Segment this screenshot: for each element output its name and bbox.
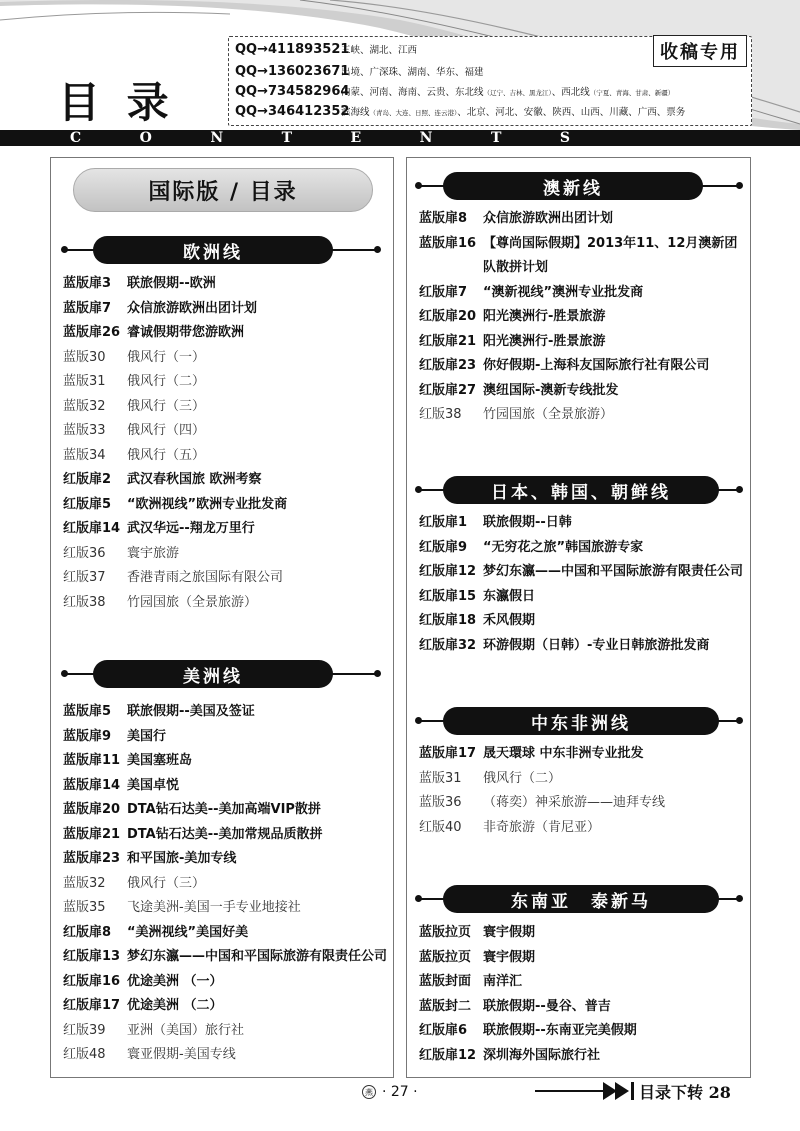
toc-entry bbox=[63, 700, 387, 725]
page-number-text: · 27 · bbox=[382, 1084, 418, 1100]
qq-areas-after: 、北京、河北、安徽、陕西、山西、川藏、广西、票务 bbox=[457, 107, 686, 118]
toc-entry bbox=[419, 232, 743, 281]
toc-entry-page-code: 蓝版30 bbox=[63, 349, 106, 365]
toc-entry-title: 寰宇假期 bbox=[483, 925, 536, 940]
toc-entry-page-code: 红版扉18 bbox=[419, 613, 477, 628]
toc-entry-page-code: 蓝版扉16 bbox=[419, 235, 477, 251]
toc-entry bbox=[63, 419, 287, 444]
section-header-japan-korea bbox=[415, 476, 743, 504]
toc-entry bbox=[419, 305, 743, 330]
toc-entry-page-code: 红版扉6 bbox=[419, 1023, 468, 1038]
toc-entry-title: 俄风行（一） bbox=[127, 349, 206, 365]
qq-number: QQ→346412352 bbox=[235, 104, 350, 119]
toc-entry-page-code: 红版39 bbox=[63, 1022, 106, 1038]
toc-entry-title: 联旅假期--欧洲 bbox=[127, 276, 216, 291]
list-japan-korea bbox=[419, 511, 743, 658]
section-header-southeast-asia bbox=[415, 885, 743, 913]
toc-entry-title: 寰亚假期-美国专线 bbox=[127, 1047, 236, 1062]
toc-entry bbox=[63, 847, 387, 872]
contents-word bbox=[70, 130, 570, 146]
toc-entry-page-code: 蓝版32 bbox=[63, 398, 106, 414]
toc-entry-page-code: 蓝版封二 bbox=[419, 998, 472, 1014]
toc-entry bbox=[63, 945, 387, 970]
toc-entry bbox=[419, 281, 743, 306]
toc-entry-page-code: 红版扉1 bbox=[419, 515, 468, 530]
left-column bbox=[50, 157, 394, 1078]
toc-entry-title: 优途美洲 （二） bbox=[127, 998, 223, 1013]
toc-entry-page-code: 蓝版扉17 bbox=[419, 746, 477, 761]
toc-entry bbox=[63, 297, 287, 322]
toc-entry-page-code: 红版40 bbox=[419, 819, 462, 835]
toc-entry-title: 东瀛假日 bbox=[483, 588, 536, 604]
toc-entry-page-code: 红版扉21 bbox=[419, 333, 477, 349]
section-title: 欧洲线 bbox=[93, 236, 333, 264]
toc-entry-page-code: 红版扉15 bbox=[419, 588, 477, 604]
toc-entry-title: DTA钻石达美--美加高端VIP散拼 bbox=[127, 802, 321, 817]
toc-entry-title: 梦幻东瀛——中国和平国际旅游有限责任公司 bbox=[483, 564, 744, 579]
toc-entry-page-code: 红版扉2 bbox=[63, 472, 112, 487]
qq-note: （宁夏、青海、甘肃、新疆） bbox=[589, 89, 675, 97]
toc-entry-title: 联旅假期--日韩 bbox=[483, 515, 572, 530]
list-southeast-asia bbox=[419, 921, 637, 1068]
toc-entry-title: 【尊尚国际假期】2013年11、12月澳新团队散拼计划 bbox=[483, 235, 738, 275]
toc-entry bbox=[63, 346, 287, 371]
toc-continued-label bbox=[639, 1080, 731, 1103]
toc-entry bbox=[419, 970, 637, 995]
toc-entry-page-code: 蓝版扉14 bbox=[63, 777, 121, 793]
toc-entry-title: 阳光澳洲行-胜景旅游 bbox=[483, 309, 606, 324]
toc-entry-page-code: 蓝版扉20 bbox=[63, 802, 121, 817]
toc-entry-title: 美国行 bbox=[127, 728, 167, 744]
toc-entry-page-code: 红版扉27 bbox=[419, 382, 477, 398]
toc-entry bbox=[63, 566, 287, 591]
toc-entry-title: “欧洲视线”欧洲专业批发商 bbox=[127, 496, 288, 512]
qq-areas-group bbox=[341, 84, 674, 98]
toc-entry bbox=[419, 1019, 637, 1044]
toc-entry bbox=[419, 354, 743, 379]
toc-entry bbox=[419, 742, 665, 767]
qq-number: QQ→734582964 bbox=[235, 84, 350, 99]
toc-entry bbox=[419, 921, 637, 946]
section-header-americas bbox=[61, 660, 381, 688]
qq-areas: 三峡、湖北、江西 bbox=[341, 45, 418, 56]
international-banner: 国际版 / 目录 bbox=[73, 168, 373, 212]
toc-entry bbox=[63, 921, 387, 946]
arrow-bar bbox=[631, 1082, 634, 1100]
toc-entry-page-code: 红版扉20 bbox=[419, 309, 477, 324]
toc-entry-title: 南洋汇 bbox=[483, 974, 523, 989]
dot-icon bbox=[736, 717, 743, 724]
toc-entry bbox=[63, 1019, 387, 1044]
arrow-right-icon bbox=[615, 1082, 629, 1100]
toc-entry bbox=[419, 379, 743, 404]
qq-row bbox=[235, 64, 484, 84]
qq-row bbox=[235, 42, 417, 62]
toc-entry-title: 飞途美洲-美国一手专业地接社 bbox=[127, 900, 301, 915]
toc-entry bbox=[419, 634, 743, 659]
toc-entry-title: 寰宇旅游 bbox=[127, 545, 180, 561]
section-header-europe bbox=[61, 236, 381, 264]
contents-letter: S bbox=[559, 130, 570, 146]
list-aus-nz bbox=[419, 207, 743, 428]
toc-entry bbox=[63, 872, 387, 897]
toc-entry-title: 联旅假期--曼谷、普吉 bbox=[483, 998, 611, 1014]
list-europe bbox=[63, 272, 287, 615]
qq-areas: 滨海线 bbox=[341, 107, 370, 118]
list-americas bbox=[63, 700, 387, 1068]
toc-entry-title: 竹园国旅（全景旅游） bbox=[127, 594, 258, 610]
arrow-line bbox=[535, 1090, 607, 1092]
toc-entry-page-code: 蓝版拉页 bbox=[419, 925, 472, 940]
toc-entry bbox=[63, 774, 387, 799]
toc-entry bbox=[63, 994, 387, 1019]
toc-entry-page-code: 蓝版34 bbox=[63, 447, 106, 463]
contents-letter: C bbox=[70, 130, 82, 146]
list-middle-east-africa bbox=[419, 742, 665, 840]
section-title: 日本、韩国、朝鲜线 bbox=[443, 476, 719, 504]
toc-entry-page-code: 蓝版扉7 bbox=[63, 300, 112, 316]
toc-entry bbox=[419, 995, 637, 1020]
toc-entry-page-code: 蓝版31 bbox=[419, 770, 462, 786]
toc-entry-page-code: 红版扉14 bbox=[63, 521, 121, 536]
section-title: 美洲线 bbox=[93, 660, 333, 688]
toc-entry-title: 亚洲（美国）旅行社 bbox=[127, 1022, 245, 1038]
toc-entry bbox=[63, 896, 387, 921]
toc-entry-page-code: 红版48 bbox=[63, 1047, 106, 1062]
toc-entry-title: 武汉华远--翔龙万里行 bbox=[127, 521, 255, 536]
stamp-label: 收稿专用 bbox=[653, 35, 747, 67]
toc-entry-title: （蒋奕）神采旅游——迪拜专线 bbox=[483, 795, 666, 810]
toc-entry-page-code: 蓝版扉5 bbox=[63, 704, 112, 719]
toc-entry bbox=[63, 444, 287, 469]
toc-entry-page-code: 蓝版封面 bbox=[419, 974, 472, 989]
toc-entry-page-code: 蓝版扉11 bbox=[63, 753, 121, 768]
qq-row bbox=[235, 84, 674, 104]
toc-entry-title: 晟天環球 中东非洲专业批发 bbox=[483, 746, 644, 761]
toc-entry-title: 竹园国旅（全景旅游） bbox=[483, 407, 614, 422]
contents-letter: N bbox=[419, 130, 433, 146]
toc-entry bbox=[419, 560, 743, 585]
toc-entry-title: 和平国旅-美加专线 bbox=[127, 851, 237, 866]
toc-entry-title: 俄风行（二） bbox=[127, 374, 206, 389]
toc-entry-title: 寰宇假期 bbox=[483, 949, 536, 965]
dot-icon bbox=[374, 670, 381, 677]
toc-entry bbox=[63, 321, 287, 346]
contents-letter: O bbox=[139, 130, 152, 146]
toc-entry-page-code: 蓝版32 bbox=[63, 875, 106, 891]
toc-entry bbox=[419, 1044, 637, 1069]
toc-entry-title: 俄风行（四） bbox=[127, 423, 206, 438]
toc-entry-title: 众信旅游欧洲出团计划 bbox=[127, 300, 258, 316]
toc-entry-title: 俄风行（三） bbox=[127, 875, 206, 891]
toc-entry-title: 澳纽国际-澳新专线批发 bbox=[483, 382, 619, 398]
toc-entry bbox=[63, 468, 287, 493]
toc-entry-title: 阳光澳洲行-胜景旅游 bbox=[483, 333, 606, 349]
toc-entry-title: “澳新视线”澳洲专业批发商 bbox=[483, 284, 644, 300]
toc-entry bbox=[419, 330, 743, 355]
toc-entry-page-code: 红版扉7 bbox=[419, 284, 468, 300]
contents-letter: N bbox=[210, 130, 224, 146]
toc-entry-page-code: 红版38 bbox=[63, 594, 106, 610]
toc-entry-page-code: 蓝版扉21 bbox=[63, 826, 121, 842]
toc-entry bbox=[63, 591, 287, 616]
right-column bbox=[406, 157, 751, 1078]
toc-entry-title: DTA钻石达美--美加常规品质散拼 bbox=[127, 826, 323, 842]
toc-entry-title: 香港青雨之旅国际有限公司 bbox=[127, 570, 284, 585]
toc-entry bbox=[63, 395, 287, 420]
toc-entry-title: 睿诚假期带您游欧洲 bbox=[127, 325, 245, 340]
toc-entry-title: 环游假期（日韩）-专业日韩旅游批发商 bbox=[483, 637, 710, 653]
toc-entry-title: 梦幻东瀛——中国和平国际旅游有限责任公司 bbox=[127, 949, 388, 964]
toc-entry bbox=[63, 1043, 387, 1068]
toc-entry-page-code: 红版扉12 bbox=[419, 1047, 477, 1063]
toc-entry-page-code: 蓝版36 bbox=[419, 795, 462, 810]
toc-entry bbox=[63, 517, 287, 542]
toc-entry bbox=[63, 823, 387, 848]
toc-entry-title: 俄风行（三） bbox=[127, 398, 206, 414]
toc-entry bbox=[419, 816, 665, 841]
toc-entry bbox=[419, 207, 743, 232]
toc-entry-page-code: 蓝版31 bbox=[63, 374, 106, 389]
toc-entry-title: 联旅假期--东南亚完美假期 bbox=[483, 1023, 637, 1038]
toc-entry bbox=[63, 970, 387, 995]
toc-entry-title: 俄风行（五） bbox=[127, 447, 206, 463]
toc-entry bbox=[419, 585, 743, 610]
dot-icon bbox=[736, 486, 743, 493]
toc-entry-title: “无穷花之旅”韩国旅游专家 bbox=[483, 539, 644, 555]
toc-entry bbox=[63, 542, 287, 567]
toc-entry-page-code: 蓝版35 bbox=[63, 900, 106, 915]
toc-entry-page-code: 蓝版33 bbox=[63, 423, 106, 438]
toc-entry-title: 联旅假期--美国及签证 bbox=[127, 704, 255, 719]
toc-entry bbox=[419, 403, 743, 428]
toc-entry-page-code: 红版36 bbox=[63, 545, 106, 561]
page-header bbox=[0, 0, 800, 150]
toc-entry bbox=[419, 511, 743, 536]
toc-entry bbox=[63, 749, 387, 774]
toc-entry-page-code: 红版扉12 bbox=[419, 564, 477, 579]
toc-entry-page-code: 红版扉9 bbox=[419, 539, 468, 555]
qq-number: QQ→136023671 bbox=[235, 64, 350, 79]
toc-entry-page-code: 红版37 bbox=[63, 570, 106, 585]
page-number bbox=[362, 1084, 418, 1100]
toc-entry-page-code: 红版扉16 bbox=[63, 973, 121, 989]
toc-continued-page: 28 bbox=[708, 1083, 731, 1102]
toc-entry-title: 深圳海外国际旅行社 bbox=[483, 1047, 601, 1063]
toc-entry-page-code: 蓝版扉8 bbox=[419, 211, 468, 226]
section-title: 东南亚 泰新马 bbox=[443, 885, 719, 913]
qq-row bbox=[235, 104, 685, 124]
toc-entry-page-code: 红版扉5 bbox=[63, 496, 112, 512]
qq-areas-group bbox=[341, 104, 685, 118]
section-title: 中东非洲线 bbox=[443, 707, 719, 735]
toc-entry bbox=[419, 946, 637, 971]
section-header-middle-east-africa bbox=[415, 707, 743, 735]
toc-entry-page-code: 蓝版扉3 bbox=[63, 276, 112, 291]
toc-entry-page-code: 红版38 bbox=[419, 407, 462, 422]
toc-entry-page-code: 红版扉13 bbox=[63, 949, 121, 964]
swallow-logo-icon: 燕 bbox=[362, 1085, 376, 1099]
toc-entry bbox=[419, 536, 743, 561]
toc-entry bbox=[63, 272, 287, 297]
dot-icon bbox=[374, 246, 381, 253]
toc-entry-page-code: 红版扉32 bbox=[419, 637, 477, 653]
toc-entry bbox=[419, 767, 665, 792]
toc-entry-title: 众信旅游欧洲出团计划 bbox=[483, 211, 614, 226]
toc-entry bbox=[419, 791, 665, 816]
toc-entry-page-code: 蓝版扉26 bbox=[63, 325, 121, 340]
toc-entry-title: 禾风假期 bbox=[483, 613, 536, 628]
toc-entry-title: 武汉春秋国旅 欧洲考察 bbox=[127, 472, 262, 487]
toc-entry-title: “美洲视线”美国好美 bbox=[127, 924, 249, 940]
toc-entry-page-code: 红版扉8 bbox=[63, 924, 112, 940]
toc-entry-page-code: 红版扉17 bbox=[63, 998, 121, 1013]
toc-entry-title: 你好假期-上海科友国际旅行社有限公司 bbox=[483, 358, 710, 373]
section-header-aus-nz bbox=[415, 172, 743, 200]
toc-entry-title: 优途美洲 （一） bbox=[127, 973, 223, 989]
contents-letter: E bbox=[350, 130, 362, 146]
toc-continued-text: 目录下转 bbox=[639, 1083, 704, 1102]
toc-entry-title: 俄风行（二） bbox=[483, 770, 562, 786]
toc-entry-title: 美国卓悦 bbox=[127, 777, 180, 793]
toc-entry-title: 美国塞班岛 bbox=[127, 753, 193, 768]
toc-entry bbox=[63, 493, 287, 518]
toc-entry-page-code: 蓝版扉9 bbox=[63, 728, 112, 744]
dot-icon bbox=[736, 895, 743, 902]
qq-areas-after: 、西北线 bbox=[551, 87, 590, 98]
toc-entry bbox=[63, 370, 287, 395]
qq-areas: 内蒙、河南、海南、云贵、东北线 bbox=[341, 87, 484, 98]
page-title: 目 录 bbox=[58, 78, 175, 127]
qq-note: （青岛、大连、日照、连云港） bbox=[369, 109, 458, 117]
toc-continued bbox=[535, 1078, 750, 1104]
qq-note: （辽宁、吉林、黑龙江） bbox=[483, 89, 552, 97]
toc-entry-page-code: 蓝版拉页 bbox=[419, 949, 472, 965]
toc-entry-page-code: 红版扉23 bbox=[419, 358, 477, 373]
qq-contact-box bbox=[228, 36, 752, 126]
contents-letter: T bbox=[281, 130, 293, 146]
contents-letter: T bbox=[490, 130, 502, 146]
qq-areas: 出境、广深珠、湖南、华东、福建 bbox=[341, 67, 484, 78]
toc-entry-title: 非奇旅游（肯尼亚） bbox=[483, 819, 601, 835]
toc-entry bbox=[63, 798, 387, 823]
dot-icon bbox=[736, 182, 743, 189]
section-title: 澳新线 bbox=[443, 172, 703, 200]
toc-entry bbox=[419, 609, 743, 634]
toc-entry-page-code: 蓝版扉23 bbox=[63, 851, 121, 866]
toc-entry bbox=[63, 725, 387, 750]
qq-number: QQ→411893521 bbox=[235, 42, 350, 57]
